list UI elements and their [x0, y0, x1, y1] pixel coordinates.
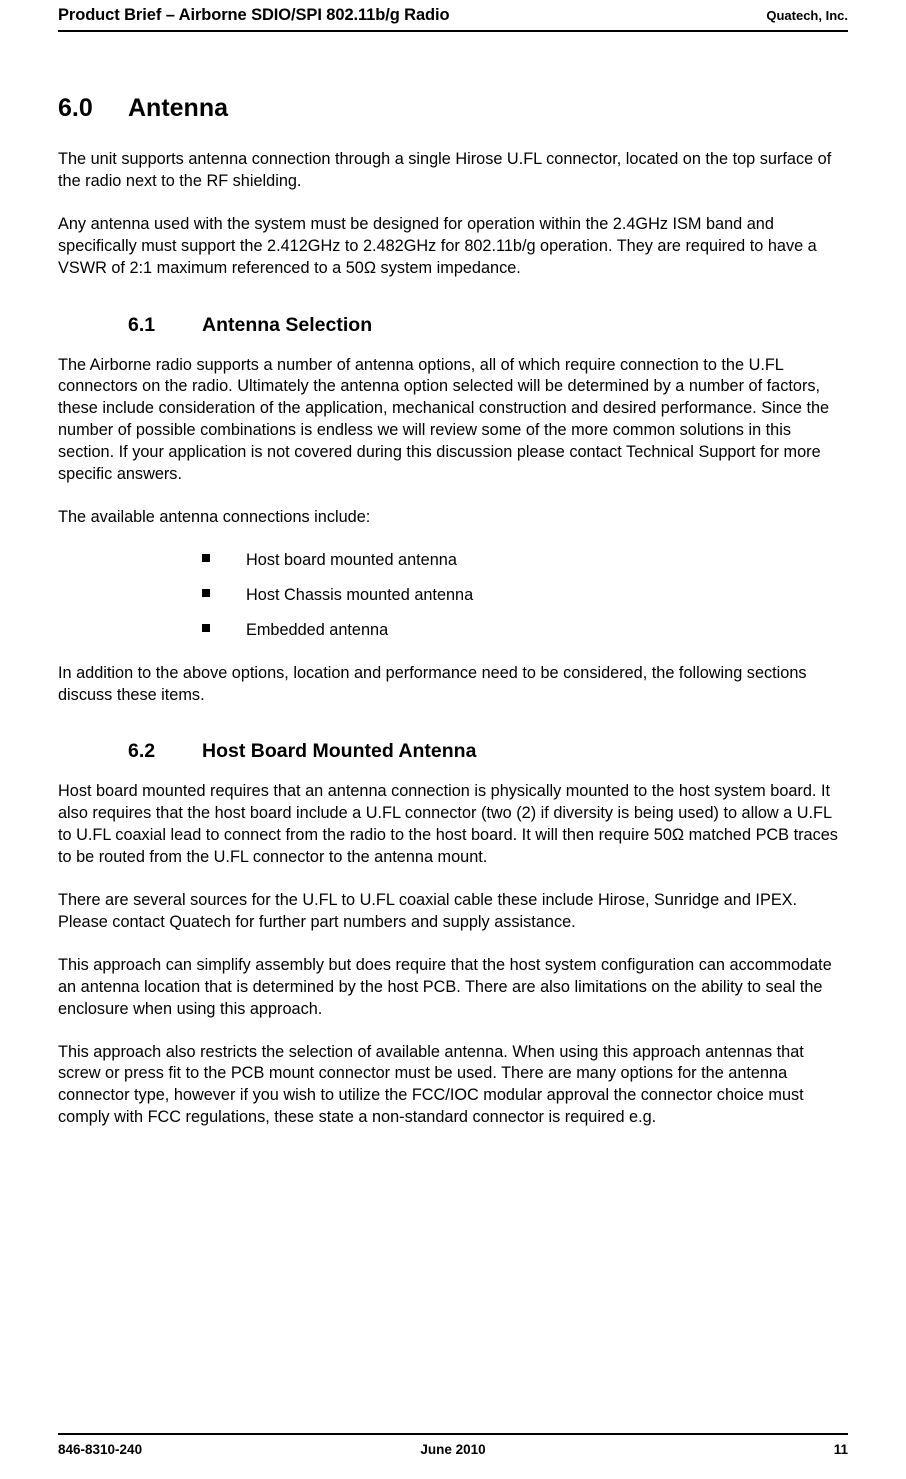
footer-row: [58, 1442, 848, 1457]
square-bullet-icon: [202, 554, 210, 562]
square-bullet-icon: [202, 624, 210, 632]
footer-doc-number: 846-8310-240: [58, 1442, 143, 1457]
list-item-label: Host board mounted antenna: [246, 550, 457, 569]
heading-6-2-number: 6.2: [128, 740, 156, 763]
footer-date: June 2010: [420, 1442, 486, 1457]
footer-divider: [58, 1433, 848, 1435]
header-company: Quatech, Inc.: [766, 8, 848, 23]
page-content: [58, 32, 848, 1129]
paragraph-6-1-3: In addition to the above options, location and performance need to be considered, the following sections discuss these items.: [58, 663, 807, 704]
paragraph-6-2-3: This approach can simplify assembly but does require that the host system configuration can accommodate an antenna location that is determined by the host PCB. There are also limitations on the ability to seal the enclosure when using this approach.: [58, 955, 832, 1018]
list-item-label: Embedded antenna: [246, 620, 389, 639]
heading-6-1: [58, 314, 848, 337]
paragraph-6-2-2: There are several sources for the U.FL to U.FL coaxial cable these include Hirose, Sunridge and IPEX. Please contact Quatech for further part numbers and supply assistance.: [58, 891, 798, 931]
heading-6-1-number: 6.1: [128, 313, 156, 336]
paragraph-6-2-1: Host board mounted requires that an antenna connection is physically mounted to the host system board. It also requires that the host board include a U.FL connector (two (2) if diversity is being used) to allow a U.FL to U.FL coaxial lead to connect from the radio to the host board. It will then require 50Ω matched PCB traces to be routed from the U.FL connector to the antenna mount.: [58, 782, 838, 867]
list-item: [202, 585, 848, 607]
heading-6-0-title: Antenna: [128, 94, 228, 122]
list-item-label: Host Chassis mounted antenna: [246, 585, 474, 604]
footer-page-number: 11: [833, 1442, 848, 1457]
paragraph-6-1-1: The Airborne radio supports a number of antenna options, all of which require connection to the U.FL connectors on the radio. Ultimately the antenna option selected will be determined by a number of factors, these include consideration of the application, mechanical construction and desired performance. Since the number of possible combinations is endless we will review some of the more common solutions in this section. If your application is not covered during this discussion please contact Technical Support for more specific answers.: [58, 355, 830, 484]
list-item: [202, 620, 848, 642]
paragraph-6-0-1: The unit supports antenna connection through a single Hirose U.FL connector, located on the top surface of the radio next to the RF shielding.: [58, 150, 832, 190]
heading-6-1-title: Antenna Selection: [202, 313, 373, 336]
paragraph-6-1-2: The available antenna connections include:: [58, 507, 371, 526]
antenna-connection-list: [58, 550, 848, 642]
heading-6-0: [58, 94, 848, 123]
header-title: Product Brief – Airborne SDIO/SPI 802.11b/g Radio: [58, 6, 450, 24]
page-footer: [58, 1433, 848, 1457]
paragraph-6-2-4: This approach also restricts the selection of available antenna. When using this approach antennas that screw or press fit to the PCB mount connector must be used. There are many options for the antenna connector type, however if you wish to utilize the FCC/IOC modular approval the connector choice must comply with FCC regulations, these state a non-standard connector is required e.g.: [58, 1042, 804, 1127]
heading-6-2-title: Host Board Mounted Antenna: [202, 740, 477, 763]
square-bullet-icon: [202, 589, 210, 597]
page-header: [58, 0, 848, 25]
list-item: [202, 550, 848, 572]
heading-6-0-number: 6.0: [58, 94, 93, 122]
paragraph-6-0-2: Any antenna used with the system must be designed for operation within the 2.4GHz ISM band and specifically must support the 2.412GHz to 2.482GHz for 802.11b/g operation. They are required to have a VSWR of 2:1 maximum referenced to a 50Ω system impedance.: [58, 214, 817, 277]
heading-6-2: [58, 740, 848, 763]
